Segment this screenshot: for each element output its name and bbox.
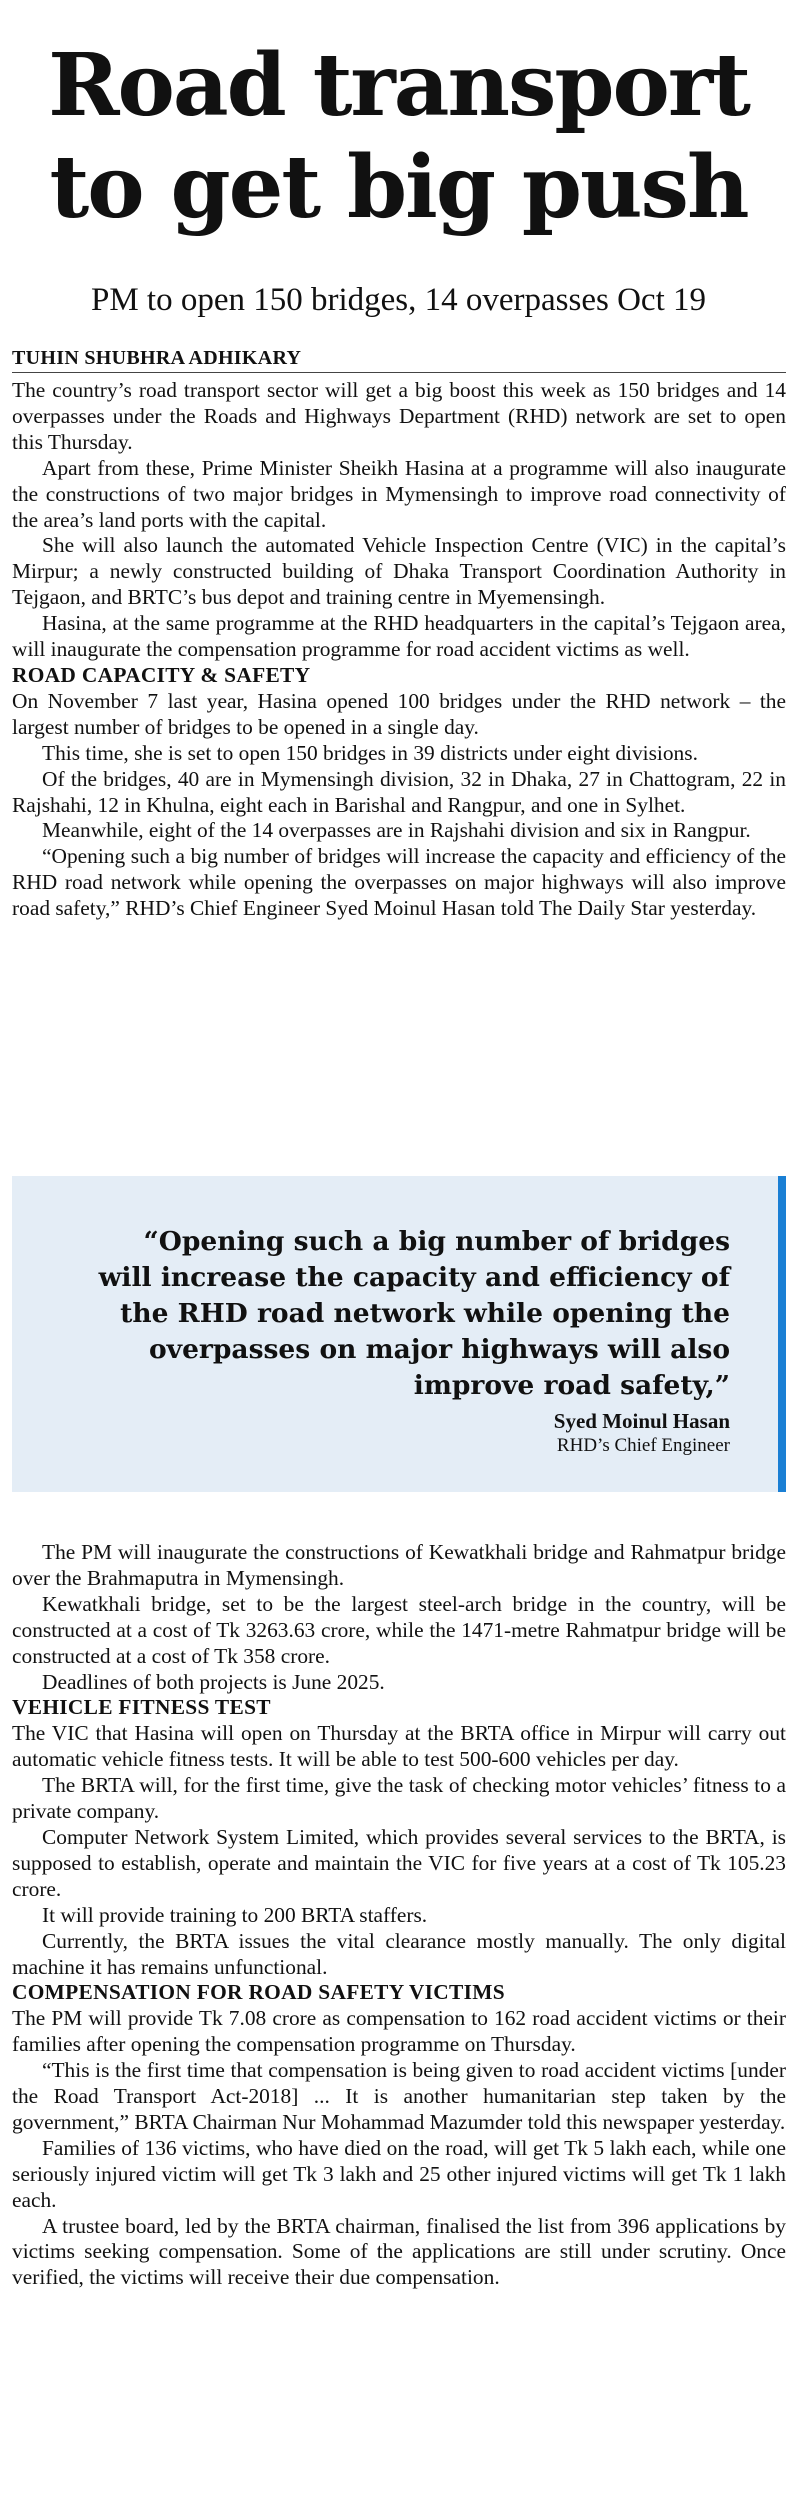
article-body-upper — [12, 378, 786, 922]
section-heading-fitness: VEHICLE FITNESS TEST — [12, 1695, 271, 1720]
body-paragraph: A trustee board, led by the BRTA chairman, finalised the list from 396 applications by victims seeking compensation. Some of the applications are still under scrutiny. Once verified, the victims will receive their due compensation. — [12, 2213, 786, 2290]
headline-line-2: to get big push — [49, 137, 748, 238]
body-paragraph: “This is the first time that compensation is being given to road accident victims [under the Road Transport Act-2018] ... It is another humanitarian step taken by the government,” BRTA Chairman Nur Mohammad Mazumder told this newspaper yesterday. — [12, 2058, 786, 2134]
pull-quote-box — [12, 1176, 786, 1492]
pull-quote-attribution-name: Syed Moinul Hasan — [553, 1409, 730, 1433]
body-paragraph: Currently, the BRTA issues the vital clearance mostly manually. The only digital machine it has remains unfunctional. — [12, 1928, 786, 1979]
subheadline: PM to open 150 bridges, 14 overpasses Oct 19 — [90, 282, 706, 318]
body-paragraph: On November 7 last year, Hasina opened 100 bridges under the RHD network – the largest number of bridges to be opened in a single day. — [12, 688, 786, 739]
article-body-lower — [12, 1540, 786, 2291]
body-paragraph: “Opening such a big number of bridges will increase the capacity and efficiency of the RHD road network while opening the overpasses on major highways will also improve road safety,” RHD’s Chief Engineer Syed Moinul Hasan told The Daily Star yesterday. — [12, 844, 786, 921]
body-paragraph: Kewatkhali bridge, set to be the largest steel-arch bridge in the country, will be constructed at a cost of Tk 3263.63 crore, while the 1471-metre Rahmatpur bridge will be constructed at a cost of Tk 358 crore. — [12, 1591, 786, 1668]
body-paragraph: The BRTA will, for the first time, give the task of checking motor vehicles’ fitness to a private company. — [12, 1773, 786, 1824]
body-paragraph: This time, she is set to open 150 bridges in 39 districts under eight divisions. — [42, 740, 698, 765]
pull-quote-accent-bar — [778, 1176, 786, 1492]
body-paragraph: It will provide training to 200 BRTA staffers. — [42, 1902, 428, 1927]
intro-paragraph: Apart from these, Prime Minister Sheikh Hasina at a programme will also inaugurate the constructions of two major bridges in Mymensingh to improve road connectivity of the area’s land ports with the capital. — [12, 455, 786, 532]
pull-quote-attribution-role: RHD’s Chief Engineer — [556, 1435, 730, 1456]
intro-paragraph: The country’s road transport sector will get a big boost this week as 150 bridges and 14 overpasses under the Roads and Highways Department (RHD) network are set to open this Thursday. — [12, 378, 786, 454]
section-heading-capacity: ROAD CAPACITY & SAFETY — [12, 662, 311, 687]
byline-divider — [12, 372, 786, 373]
intro-paragraph: She will also launch the automated Vehicle Inspection Centre (VIC) in the capital’s Mirpur; a newly constructed building of Dhaka Transport Coordination Authority in Tejgaon, and BRTC’s bus depot and training centre in Myemensingh. — [12, 533, 786, 610]
body-paragraph: Meanwhile, eight of the 14 overpasses are in Rajshahi division and six in Rangpur. — [42, 818, 751, 843]
headline-line-1: Road transport — [48, 35, 749, 136]
body-paragraph: The PM will provide Tk 7.08 crore as compensation to 162 road accident victims or their families after opening the compensation programme on Thursday. — [12, 2006, 786, 2057]
body-paragraph: Computer Network System Limited, which provides several services to the BRTA, is supposed to establish, operate and maintain the VIC for five years at a cost of Tk 105.23 crore. — [12, 1824, 786, 1901]
body-paragraph: Of the bridges, 40 are in Mymensingh division, 32 in Dhaka, 27 in Chattogram, 22 in Rajshahi, 12 in Khulna, eight each in Barishal and Rangpur, and one in Sylhet. — [12, 766, 786, 817]
byline: TUHIN SHUBHRA ADHIKARY — [12, 347, 302, 369]
body-paragraph: Deadlines of both projects is June 2025. — [42, 1669, 385, 1694]
body-paragraph: The PM will inaugurate the constructions of Kewatkhali bridge and Rahmatpur bridge over the Brahmaputra in Mymensingh. — [12, 1540, 786, 1590]
intro-paragraph: Hasina, at the same programme at the RHD headquarters in the capital’s Tejgaon area, will inaugurate the compensation programme for road accident victims as well. — [12, 611, 786, 662]
pull-quote-text: “Opening such a big number of bridges will increase the capacity and efficiency of the RHD road network while opening the overpasses on major highways will also improve road safety,” — [98, 1226, 730, 1401]
section-heading-compensation: COMPENSATION FOR ROAD SAFETY VICTIMS — [12, 1980, 505, 2005]
body-paragraph: The VIC that Hasina will open on Thursday at the BRTA office in Mirpur will carry out automatic vehicle fitness tests. It will be able to test 500-600 vehicles per day. — [12, 1721, 786, 1772]
body-paragraph: Families of 136 victims, who have died on the road, will get Tk 5 lakh each, while one seriously injured victim will get Tk 3 lakh and 25 other injured victims will get Tk 1 lakh each. — [12, 2135, 786, 2212]
